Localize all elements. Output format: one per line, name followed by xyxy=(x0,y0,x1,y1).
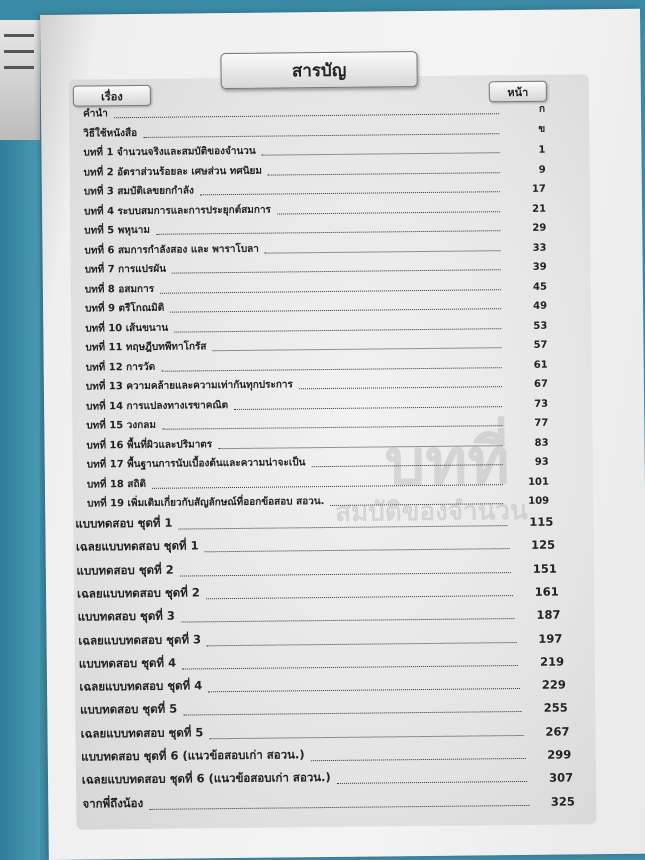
toc-entry-label: แบบทดสอบ ชุดที่ 6 (แนวข้อสอบเก่า สอวน.) xyxy=(81,747,305,764)
dot-leader xyxy=(218,445,502,449)
toc-entry-label: บทที่ 15 วงกลม xyxy=(86,419,157,432)
toc-entry-label: แบบทดสอบ ชุดที่ 4 xyxy=(78,655,177,671)
toc-entry-page: 49 xyxy=(533,300,548,312)
toc-entry-label: บทที่ 8 อสมการ xyxy=(84,283,155,296)
watermark-subtitle: สมบัติของจำนวน xyxy=(335,495,528,528)
toc-entry-page: 187 xyxy=(536,607,561,623)
dot-leader xyxy=(311,758,526,761)
toc-entry-label: บทที่ 12 การวัด xyxy=(85,361,156,374)
toc-entry-page: 115 xyxy=(529,514,554,529)
toc-entry-page: 9 xyxy=(538,164,546,176)
toc-entry-label: แบบทดสอบ ชุดที่ 3 xyxy=(77,608,175,624)
toc-entry-page: 307 xyxy=(548,770,574,786)
toc-entry-page: 197 xyxy=(538,631,563,646)
dot-leader xyxy=(312,464,503,467)
toc-entry-page: 73 xyxy=(534,398,549,410)
toc-entry-label: แบบทดสอบ ชุดที่ 5 xyxy=(80,701,178,718)
toc-entry-label: บทที่ 7 การแปรผัน xyxy=(84,263,167,276)
dot-leader xyxy=(200,191,500,195)
toc-entry-label: บทที่ 18 สถิติ xyxy=(86,478,147,491)
toc-entry-page: 1 xyxy=(538,144,546,156)
toc-entry-page: 219 xyxy=(539,654,565,669)
toc-entry-page: ก xyxy=(538,103,546,115)
dot-leader xyxy=(174,328,501,332)
column-header-page: หน้า xyxy=(489,81,547,103)
dot-leader xyxy=(268,172,500,175)
dot-leader xyxy=(330,503,503,506)
toc-entry-label: เฉลยแบบทดสอบ ชุดที่ 5 xyxy=(80,725,204,741)
toc-entry-page: 53 xyxy=(533,320,548,332)
dot-leader xyxy=(162,425,502,430)
dot-leader xyxy=(161,367,501,372)
dot-leader xyxy=(262,152,500,155)
toc-entry-label: บทที่ 16 พื้นที่ผิวและปริมาตร xyxy=(86,438,213,452)
toc-entry-label: เฉลยแบบทดสอบ ชุดที่ 3 xyxy=(78,631,202,648)
dot-leader xyxy=(205,548,509,552)
dot-leader xyxy=(337,781,527,784)
toc-entry-page: 77 xyxy=(534,417,549,429)
toc-entry-page: 45 xyxy=(532,281,547,293)
toc-entry-page: 33 xyxy=(532,242,547,254)
dot-leader xyxy=(207,642,516,646)
dot-leader xyxy=(114,113,499,118)
toc-entry-label: บทที่ 3 สมบัติเลขยกกำลัง xyxy=(83,185,194,198)
dot-leader xyxy=(160,289,501,294)
toc-entry-page: 67 xyxy=(533,378,548,390)
toc-entry-label: บทที่ 17 พื้นฐานการนับเบื้องต้นและความน่าจะเป็น xyxy=(86,457,306,471)
dot-leader xyxy=(277,211,500,214)
toc-entry-label: บทที่ 10 เส้นขนาน xyxy=(85,322,169,335)
toc-entry-page: 57 xyxy=(533,339,548,351)
toc-entry-page: ข xyxy=(538,123,546,135)
dot-leader xyxy=(206,595,513,599)
toc-entry-label: แบบทดสอบ ชุดที่ 1 xyxy=(75,515,173,531)
book-binding xyxy=(0,20,40,140)
toc-entry-page: 17 xyxy=(531,183,546,195)
toc-entry-label: แบบทดสอบ ชุดที่ 2 xyxy=(76,562,174,578)
toc-entry-page: 109 xyxy=(528,495,550,507)
toc-entry-page: 83 xyxy=(534,437,549,449)
dot-leader xyxy=(172,269,501,273)
toc-entry-label: เฉลยแบบทดสอบ ชุดที่ 1 xyxy=(75,538,199,554)
dot-leader xyxy=(265,250,501,253)
column-header-topic: เรื่อง xyxy=(73,85,151,107)
dot-leader xyxy=(213,347,502,351)
toc-entry-page: 93 xyxy=(534,456,549,468)
dot-leader xyxy=(180,572,511,576)
toc-entry-page: 39 xyxy=(532,261,547,273)
toc-entry-page: 229 xyxy=(541,677,566,692)
page-title: สารบัญ xyxy=(220,51,417,89)
dot-leader xyxy=(182,665,518,670)
toc-entry-label: บทที่ 14 การแปลงทางเรขาคณิต xyxy=(86,399,229,413)
toc-entry-page: 125 xyxy=(531,537,556,553)
toc-entry-label: เฉลยแบบทดสอบ ชุดที่ 6 (แนวข้อสอบเก่า สอวน.) xyxy=(81,770,331,787)
dot-leader xyxy=(170,308,501,312)
toc-entry-label: บทที่ 2 อัตราส่วนร้อยละ เศษส่วน ทศนิยม xyxy=(83,165,263,179)
dot-leader xyxy=(143,133,499,138)
toc-entry-page: 29 xyxy=(532,222,547,234)
toc-entry-label: จากพี่ถึงน้อง xyxy=(82,795,144,811)
dot-leader xyxy=(149,805,529,810)
toc-entry-page: 161 xyxy=(534,584,559,599)
toc-entry-label: บทที่ 6 สมการกำลังสอง และ พาราโบลา xyxy=(84,243,259,257)
book-page xyxy=(40,9,645,860)
dot-leader xyxy=(234,406,502,410)
dot-leader xyxy=(208,688,520,692)
dot-leader xyxy=(183,711,521,716)
toc-entry-label: เฉลยแบบทดสอบ ชุดที่ 4 xyxy=(79,678,203,694)
toc-entry-label: บทที่ 13 ความคล้ายและความเท่ากันทุกประการ xyxy=(85,379,293,393)
dot-leader xyxy=(299,386,502,389)
toc-entry-label: บทที่ 5 พหุนาม xyxy=(84,224,151,237)
dot-leader xyxy=(209,735,523,739)
dot-leader xyxy=(181,618,515,622)
dot-leader xyxy=(179,525,508,529)
watermark: บทที่ xyxy=(384,425,511,501)
toc-entry-page: 101 xyxy=(527,476,549,488)
dot-leader xyxy=(152,484,503,489)
toc-entry-label: บทที่ 11 ทฤษฎีบทพีทาโกรัส xyxy=(85,341,207,354)
toc-entry-page: 61 xyxy=(533,359,548,371)
toc-entry-label: บทที่ 4 ระบบสมการและการประยุกต์สมการ xyxy=(84,204,271,218)
toc-entry-label: คำนำ xyxy=(82,108,108,120)
toc-entry-label: บทที่ 9 ตรีโกณมิติ xyxy=(85,302,165,315)
toc-entry-page: 299 xyxy=(547,747,572,762)
toc-entry-page: 151 xyxy=(532,561,557,576)
toc-entry-label: วิธีใช้หนังสือ xyxy=(83,127,138,140)
toc-entry-page: 21 xyxy=(532,203,547,215)
toc-entry-label: เฉลยแบบทดสอบ ชุดที่ 2 xyxy=(77,585,200,601)
toc-entry-page: 255 xyxy=(543,700,568,716)
toc-entry-page: 267 xyxy=(545,724,570,739)
dot-leader xyxy=(156,230,500,235)
toc-entry-label: บทที่ 1 จำนวนจริงและสมบัติของจำนวน xyxy=(83,145,256,159)
toc-entry-page: 325 xyxy=(550,794,575,809)
toc-entry-label: บทที่ 19 เพิ่มเติมเกี่ยวกับสัญลักษณ์ที่ออกข้อสอบ สอวน. xyxy=(87,496,325,510)
